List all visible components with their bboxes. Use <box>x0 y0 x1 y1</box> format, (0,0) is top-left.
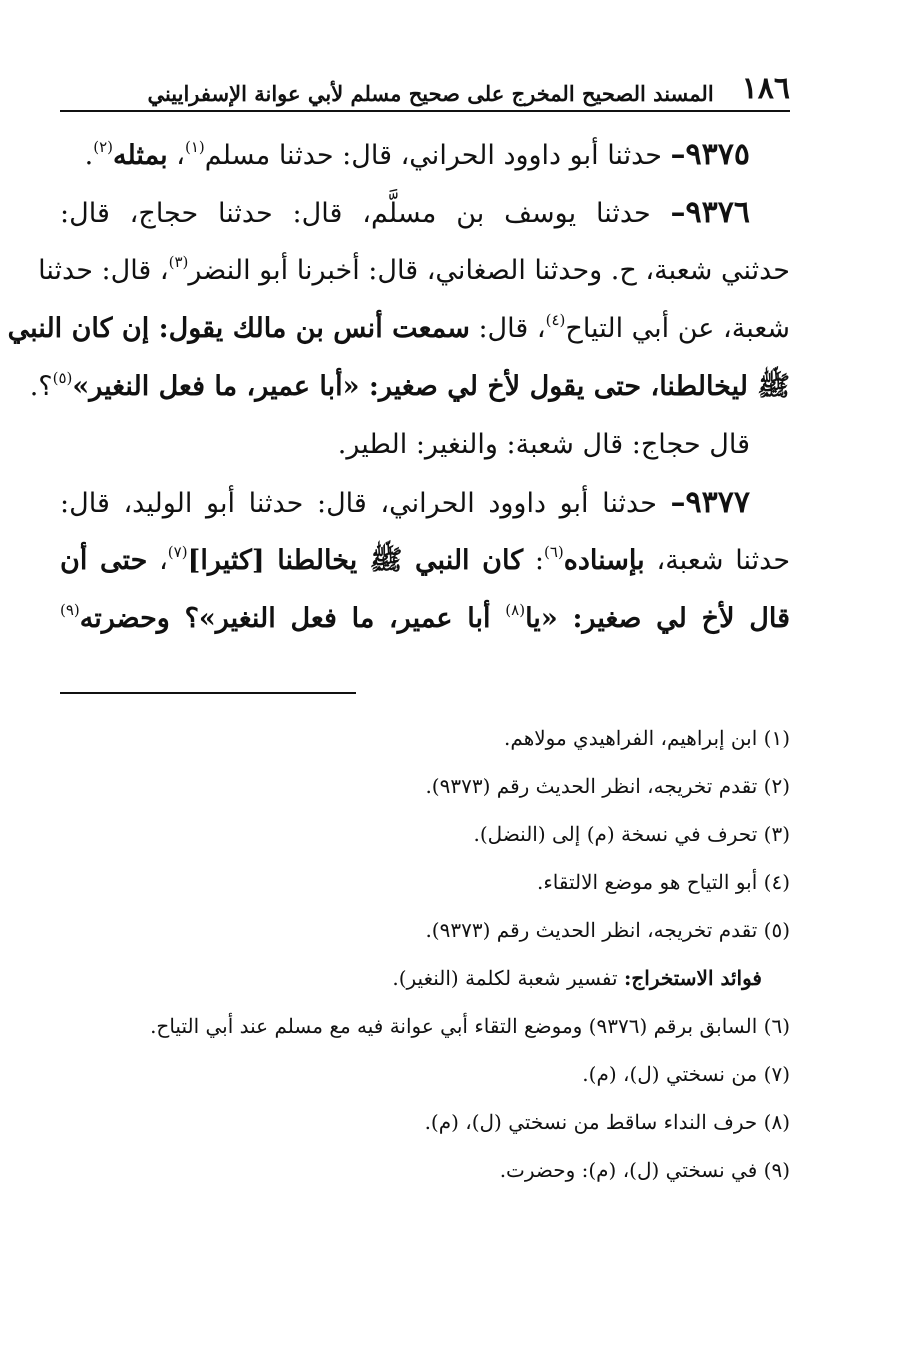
footnote-6 <box>60 1002 790 1050</box>
hadith-text-bold: سمعت أنس بن مالك يقول: إن كان النبي <box>7 313 470 344</box>
hadith-text: ، <box>167 140 185 171</box>
footnote-5 <box>60 906 790 954</box>
hadith-9375-line-1 <box>60 126 790 184</box>
footnote-text: (٢) تقدم تخريجه، انظر الحديث رقم (٩٣٧٣). <box>425 774 790 798</box>
main-text <box>7 126 791 648</box>
hadith-text: شعبة، عن أبي التياح <box>565 313 790 344</box>
footnote-lead: فوائد الاستخراج: <box>623 966 762 990</box>
footnote-2 <box>60 762 790 810</box>
footnotes <box>60 714 790 1194</box>
hadith-text-bold: قال لأخ لي صغير: «يا <box>525 603 790 634</box>
hadith-text-bold: بمثله <box>113 140 168 171</box>
footnote-ref: (٧) <box>167 543 188 561</box>
hadith-number: ٩٣٧٧ <box>685 485 750 520</box>
hadith-dash: – <box>670 137 686 172</box>
footnote-ref: (٥) <box>52 369 73 387</box>
footnote-text: (٨) حرف النداء ساقط من نسختي (ل)، (م). <box>424 1110 790 1134</box>
hadith-9376-line-5 <box>60 416 790 474</box>
hadith-9376-line-3 <box>7 300 790 358</box>
footnote-8 <box>60 1098 790 1146</box>
hadith-dash: – <box>670 195 686 230</box>
document-page <box>7 60 791 1194</box>
page-header <box>60 60 790 112</box>
footnote-1 <box>60 714 790 762</box>
hadith-text: . <box>84 140 94 171</box>
footnote-text: (٣) تحرف في نسخة (م) إلى (النضل). <box>473 822 790 846</box>
footnote-ref: (٦) <box>543 543 564 561</box>
footnote-ref: (٣) <box>168 253 189 271</box>
hadith-text: ، قال: حدثنا <box>38 255 169 286</box>
running-title: المسند الصحيح المخرج على صحيح مسلم لأبي عوانة الإسفراييني <box>147 81 714 106</box>
hadith-dash: – <box>670 485 686 520</box>
footnote-3 <box>60 810 790 858</box>
footnote-text: (٦) السابق برقم (٩٣٧٦) وموضع التقاء أبي عوانة فيه مع مسلم عند أبي التياح. <box>150 1014 790 1038</box>
hadith-9376-line-1 <box>60 184 790 242</box>
hadith-text: : <box>523 545 544 576</box>
hadith-text-bold: كان النبي ﷺ يخالطنا [كثيرا] <box>187 545 524 576</box>
hadith-9377-line-1 <box>60 474 790 532</box>
hadith-text: حدثنا يوسف بن مسلَّم، قال: حدثنا حجاج، قال: <box>60 198 671 229</box>
hadith-text: ، <box>147 545 168 576</box>
footnote-text: (٩) في نسختي (ل)، (م): وحضرت. <box>499 1158 790 1182</box>
footnote-ref: (١) <box>185 138 205 156</box>
footnote-9 <box>60 1146 790 1194</box>
hadith-text: حدثنا أبو داوود الحراني، قال: حدثنا أبو الوليد، قال: <box>60 488 671 519</box>
footnote-text: (٧) من نسختي (ل)، (م). <box>582 1062 790 1086</box>
hadith-text: ؟. <box>29 371 53 402</box>
footnote-7 <box>60 1050 790 1098</box>
hadith-text-bold: بإسناده <box>563 545 645 576</box>
footnote-ref: (٨) <box>505 601 526 619</box>
hadith-text: ، قال: <box>469 313 546 344</box>
footnote-separator <box>60 692 356 694</box>
footnote-text: (٥) تقدم تخريجه، انظر الحديث رقم (٩٣٧٣). <box>425 918 790 942</box>
page-number: ١٨٦ <box>741 71 790 106</box>
hadith-9376-line-4 <box>29 358 790 416</box>
hadith-9377-line-2 <box>60 532 790 590</box>
hadith-text: حدثنا شعبة، <box>644 545 791 576</box>
hadith-9377-line-3 <box>60 590 790 648</box>
hadith-text-bold: ﷺ ليخالطنا، حتى يقول لأخ لي صغير: «أبا عمير، ما فعل النغير» <box>72 371 790 402</box>
footnote-text: تفسير شعبة لكلمة (النغير). <box>392 966 624 990</box>
hadith-text-bold: حتى أن <box>60 545 148 576</box>
hadith-9376-line-2 <box>38 242 790 300</box>
footnote-benefits <box>60 954 790 1002</box>
footnote-4 <box>60 858 790 906</box>
footnote-ref: (٩) <box>60 601 80 619</box>
hadith-text: حدثنا أبو داوود الحراني، قال: حدثنا مسلم <box>204 140 671 171</box>
footnote-ref: (٢) <box>93 138 114 156</box>
hadith-text: حدثني شعبة، ح. وحدثنا الصغاني، قال: أخبرنا أبو النضر <box>188 255 790 286</box>
hadith-text-bold: أبا عمير، ما فعل النغير»؟ وحضرته <box>79 603 506 634</box>
footnote-text: (٤) أبو التياح هو موضع الالتقاء. <box>537 870 790 894</box>
footnote-ref: (٤) <box>545 311 566 329</box>
hadith-number: ٩٣٧٥ <box>685 137 750 172</box>
hadith-text: قال حجاج: قال شعبة: والنغير: الطير. <box>337 429 750 460</box>
hadith-number: ٩٣٧٦ <box>685 195 750 230</box>
footnote-text: (١) ابن إبراهيم، الفراهيدي مولاهم. <box>504 726 790 750</box>
